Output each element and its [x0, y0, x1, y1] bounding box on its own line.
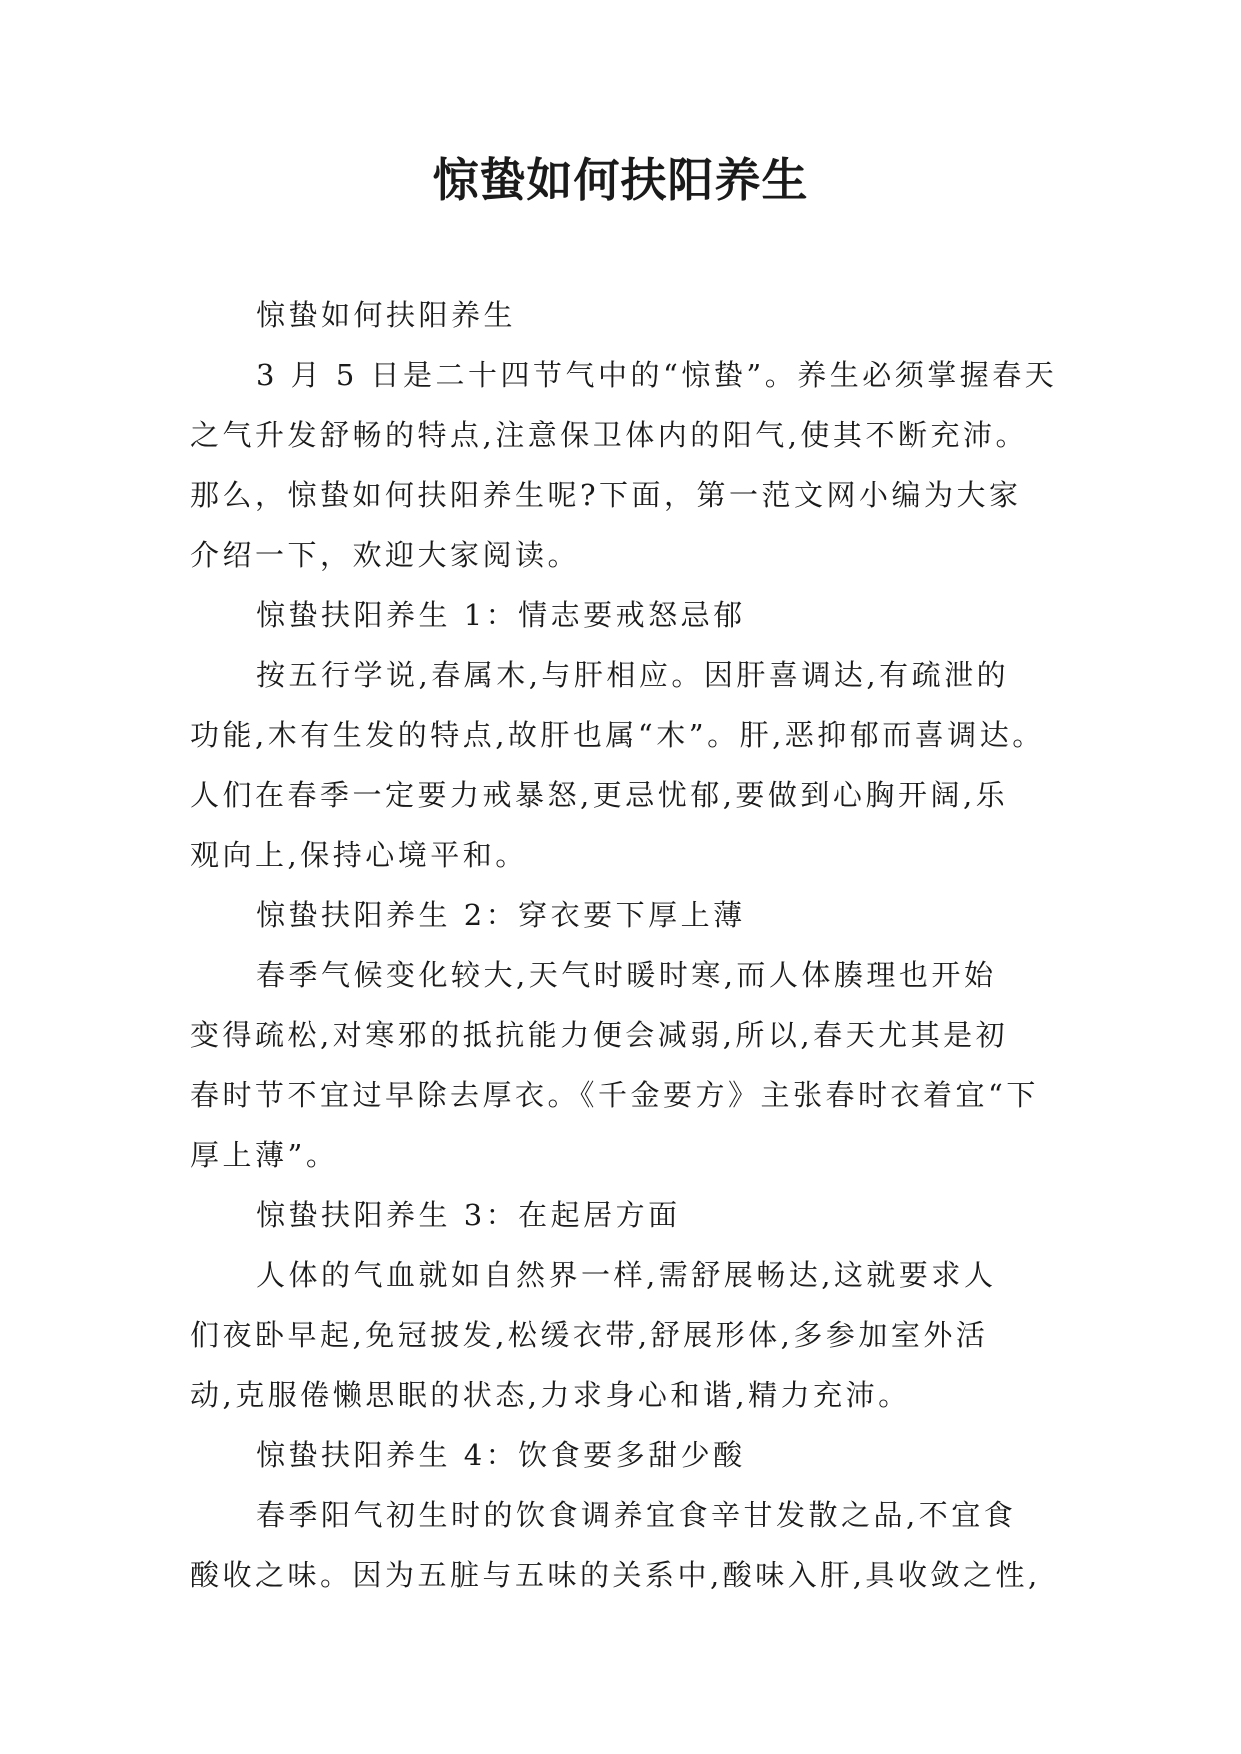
- text-line: 动,克服倦懒思眠的状态,力求身心和谐,精力充沛。: [190, 1378, 911, 1412]
- text-line: 惊蛰扶阳养生 3：在起居方面: [256, 1198, 681, 1232]
- text-line: 惊蛰扶阳养生 2：穿衣要下厚上薄: [256, 898, 746, 932]
- document-body: [190, 285, 1058, 1605]
- text-line: 按五行学说,春属木,与肝相应。因肝喜调达,有疏泄的: [256, 658, 1010, 692]
- text-line: 春季阳气初生时的饮食调养宜食辛甘发散之品,不宜食: [256, 1498, 1017, 1532]
- text-line: 观向上,保持心境平和。: [190, 838, 528, 872]
- text-line: 春时节不宜过早除去厚衣。《千金要方》主张春时衣着宜“下: [190, 1078, 1039, 1112]
- text-line: 人们在春季一定要力戒暴怒,更忌忧郁,要做到心胸开阔,乐: [190, 778, 1009, 812]
- text-line: 惊蛰如何扶阳养生: [256, 298, 517, 332]
- text-line: 春季气候变化较大,天气时暖时寒,而人体腠理也开始: [256, 958, 997, 992]
- text-line: 厚上薄”。: [190, 1138, 339, 1172]
- text-line: 酸收之味。因为五脏与五味的关系中,酸味入肝,具收敛之性,: [190, 1558, 1041, 1592]
- text-line: 那么，惊蛰如何扶阳养生呢?下面，第一范文网小编为大家: [190, 478, 1022, 512]
- text-line: 们夜卧早起,免冠披发,松缓衣带,舒展形体,多参加室外活: [190, 1318, 989, 1352]
- text-line: 3 月 5 日是二十四节气中的“惊蛰”。养生必须掌握春天: [256, 358, 1058, 392]
- text-line: 功能,木有生发的特点,故肝也属“木”。肝,恶抑郁而喜调达。: [190, 718, 1045, 752]
- text-line: 变得疏松,对寒邪的抵抗能力便会减弱,所以,春天尤其是初: [190, 1018, 1009, 1052]
- text-line: 惊蛰扶阳养生 1：情志要戒怒忌郁: [256, 598, 746, 632]
- text-line: 惊蛰扶阳养生 4：饮食要多甜少酸: [256, 1438, 746, 1472]
- text-line: 介绍一下，欢迎大家阅读。: [190, 538, 581, 572]
- text-line: 人体的气血就如自然界一样,需舒展畅达,这就要求人: [256, 1258, 997, 1292]
- document-title: 惊蛰如何扶阳养生: [432, 153, 809, 207]
- text-line: 之气升发舒畅的特点,注意保卫体内的阳气,使其不断充沛。: [190, 418, 1028, 452]
